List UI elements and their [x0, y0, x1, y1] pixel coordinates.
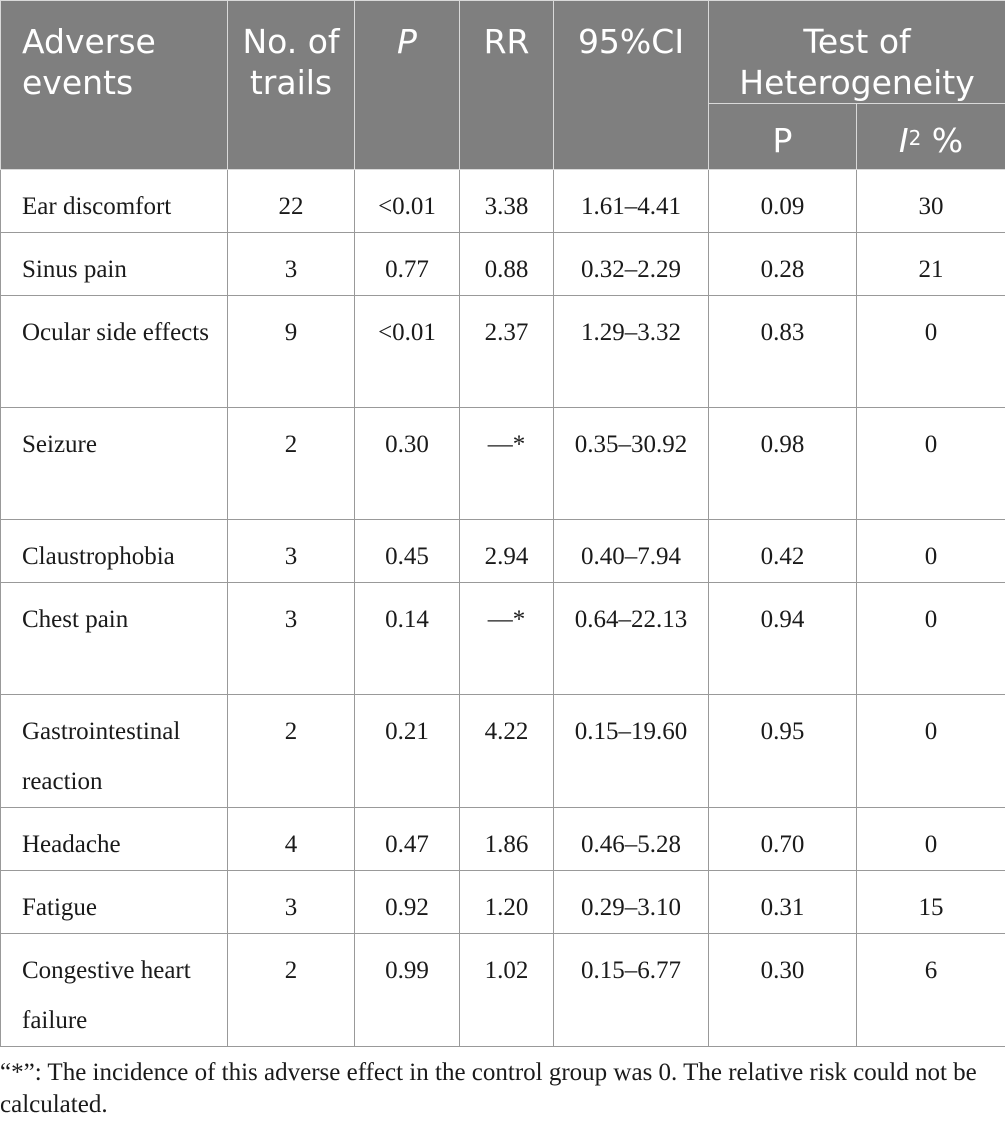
table-row [1, 934, 1005, 1047]
cell-event: Seizure [1, 408, 228, 520]
cell-p: 0.45 [355, 520, 460, 583]
table-footnote: “*”: The incidence of this adverse effect in the control group was 0. The relative risk could not be calculated. [0, 1059, 977, 1118]
cell-het-p: 0.31 [709, 871, 857, 934]
cell-i2: 15 [857, 871, 1005, 934]
cell-het-p: 0.94 [709, 583, 857, 695]
cell-ci: 0.29–3.10 [554, 871, 709, 934]
cell-trials: 3 [228, 520, 355, 583]
cell-p: 0.77 [355, 233, 460, 296]
cell-ci: 0.46–5.28 [554, 808, 709, 871]
cell-rr: —* [460, 583, 554, 695]
cell-event: Ear discomfort [1, 170, 228, 233]
cell-event: Ocular side effects [1, 296, 228, 408]
header-adverse-events: Adverse events [1, 1, 228, 170]
cell-p: <0.01 [355, 170, 460, 233]
cell-rr: 2.94 [460, 520, 554, 583]
header-heterogeneity-i2 [857, 104, 1005, 170]
header-95ci: 95%CI [554, 1, 709, 170]
table-row [1, 296, 1005, 408]
cell-het-p: 0.30 [709, 934, 857, 1047]
cell-ci: 1.61–4.41 [554, 170, 709, 233]
cell-i2: 0 [857, 583, 1005, 695]
table-header [1, 1, 1005, 170]
cell-rr: 2.37 [460, 296, 554, 408]
cell-i2: 0 [857, 408, 1005, 520]
header-i-unit: % [921, 121, 964, 160]
cell-trials: 2 [228, 408, 355, 520]
cell-het-p: 0.95 [709, 695, 857, 808]
cell-trials: 3 [228, 233, 355, 296]
cell-i2: 0 [857, 296, 1005, 408]
cell-rr: 0.88 [460, 233, 554, 296]
cell-event: Fatigue [1, 871, 228, 934]
cell-het-p: 0.70 [709, 808, 857, 871]
cell-i2: 0 [857, 808, 1005, 871]
table-row [1, 871, 1005, 934]
cell-p: 0.99 [355, 934, 460, 1047]
cell-event: Sinus pain [1, 233, 228, 296]
cell-event: Gastrointestinal reaction [1, 695, 228, 808]
cell-event: Headache [1, 808, 228, 871]
cell-rr: 1.02 [460, 934, 554, 1047]
cell-trials: 4 [228, 808, 355, 871]
cell-het-p: 0.98 [709, 408, 857, 520]
header-no-of-trails: No. of trails [228, 1, 355, 170]
table-row [1, 808, 1005, 871]
cell-trials: 3 [228, 871, 355, 934]
cell-i2: 0 [857, 695, 1005, 808]
header-rr: RR [460, 1, 554, 170]
table-row [1, 233, 1005, 296]
cell-ci: 0.35–30.92 [554, 408, 709, 520]
cell-het-p: 0.83 [709, 296, 857, 408]
cell-het-p: 0.42 [709, 520, 857, 583]
cell-ci: 1.29–3.32 [554, 296, 709, 408]
header-test-of-heterogeneity: Test of Heterogeneity [709, 1, 1005, 104]
cell-ci: 0.32–2.29 [554, 233, 709, 296]
cell-event: Congestive heart failure [1, 934, 228, 1047]
cell-i2: 0 [857, 520, 1005, 583]
cell-rr: 1.86 [460, 808, 554, 871]
cell-rr: —* [460, 408, 554, 520]
cell-event: Claustrophobia [1, 520, 228, 583]
cell-p: 0.47 [355, 808, 460, 871]
cell-trials: 3 [228, 583, 355, 695]
table-row [1, 583, 1005, 695]
cell-ci: 0.40–7.94 [554, 520, 709, 583]
cell-p: 0.92 [355, 871, 460, 934]
cell-ci: 0.15–6.77 [554, 934, 709, 1047]
header-p: P [355, 1, 460, 170]
cell-i2: 6 [857, 934, 1005, 1047]
cell-het-p: 0.09 [709, 170, 857, 233]
cell-het-p: 0.28 [709, 233, 857, 296]
table-row [1, 170, 1005, 233]
cell-ci: 0.64–22.13 [554, 583, 709, 695]
cell-p: 0.30 [355, 408, 460, 520]
table-row [1, 695, 1005, 808]
header-i-superscript: 2 [908, 126, 922, 150]
cell-p: 0.14 [355, 583, 460, 695]
cell-rr: 4.22 [460, 695, 554, 808]
cell-rr: 1.20 [460, 871, 554, 934]
cell-i2: 21 [857, 233, 1005, 296]
cell-ci: 0.15–19.60 [554, 695, 709, 808]
cell-i2: 30 [857, 170, 1005, 233]
table-row [1, 520, 1005, 583]
cell-trials: 2 [228, 934, 355, 1047]
header-i-letter: I [898, 121, 909, 160]
cell-rr: 3.38 [460, 170, 554, 233]
cell-trials: 2 [228, 695, 355, 808]
cell-event: Chest pain [1, 583, 228, 695]
table-row [1, 408, 1005, 520]
cell-p: <0.01 [355, 296, 460, 408]
cell-p: 0.21 [355, 695, 460, 808]
cell-trials: 9 [228, 296, 355, 408]
header-heterogeneity-p: P [709, 104, 857, 170]
table-body [1, 170, 1005, 1047]
cell-trials: 22 [228, 170, 355, 233]
